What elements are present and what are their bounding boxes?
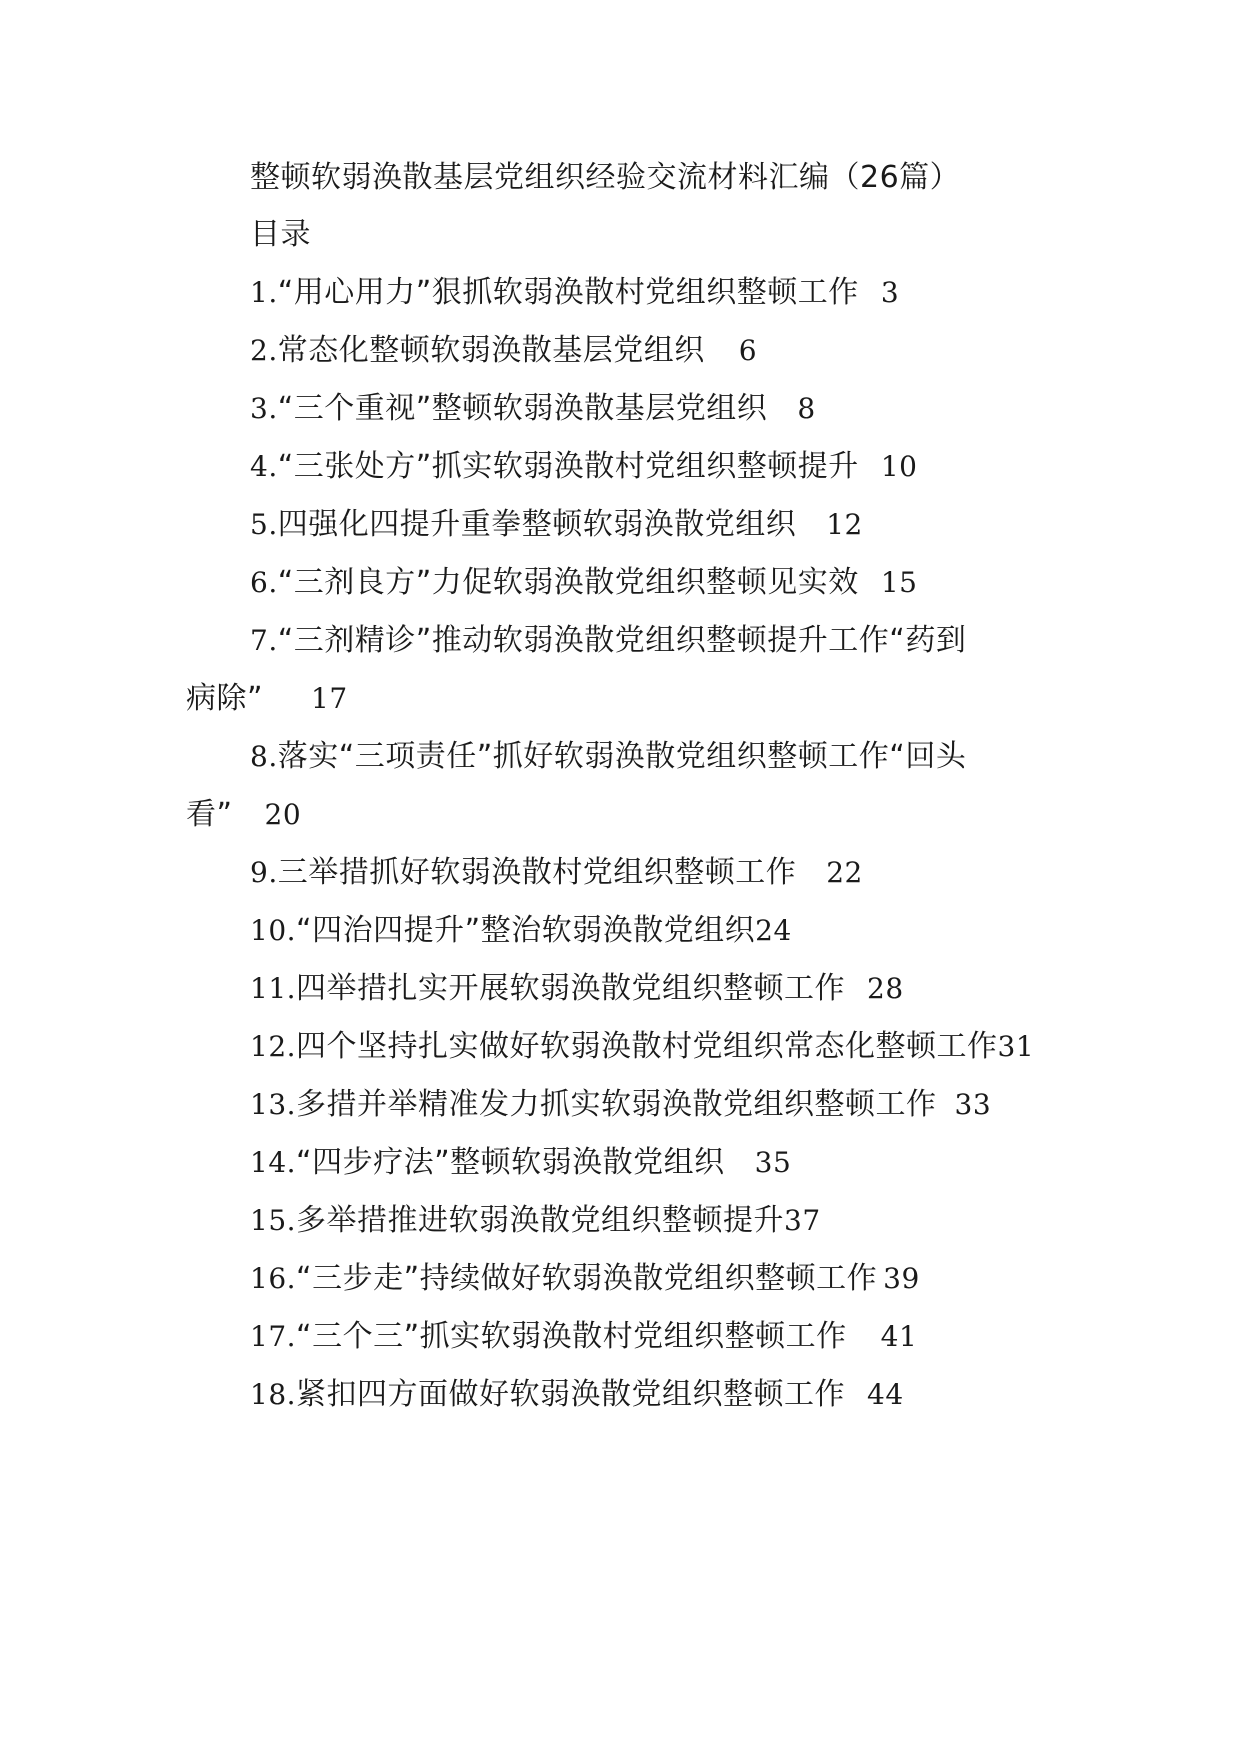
toc-entry xyxy=(250,621,966,661)
toc-number: 18. xyxy=(250,1378,297,1411)
toc-text: 四强化四提升重拳整顿软弱涣散党组织 xyxy=(277,507,797,542)
toc-text: “用心用力”狠抓软弱涣散村党组织整顿工作 xyxy=(277,275,859,310)
toc-entry xyxy=(250,737,966,777)
toc-text: 常态化整顿软弱涣散基层党组织 xyxy=(277,333,705,368)
toc-page: 6 xyxy=(738,334,758,367)
toc-page: 15 xyxy=(880,566,918,599)
toc-entry xyxy=(250,853,863,893)
toc-number: 5. xyxy=(250,508,278,541)
toc-text: “三个重视”整顿软弱涣散基层党组织 xyxy=(277,391,768,426)
toc-number: 8. xyxy=(250,740,278,773)
toc-text: “三剂精诊”推动软弱涣散党组织整顿提升工作“药到 xyxy=(277,623,967,658)
toc-text: 多措并举精准发力抓实软弱涣散党组织整顿工作 xyxy=(296,1087,937,1122)
toc-text: 落实“三项责任”抓好软弱涣散党组织整顿工作“回头 xyxy=(277,739,967,774)
toc-heading: 目录 xyxy=(250,217,311,252)
toc-number: 3. xyxy=(250,392,278,425)
toc-page: 10 xyxy=(880,450,918,483)
toc-entry-continuation xyxy=(186,795,301,835)
toc-text: “四治四提升”整治软弱涣散党组织 xyxy=(296,913,756,948)
toc-number: 13. xyxy=(250,1088,297,1121)
toc-entry xyxy=(250,1317,917,1357)
toc-text: 紧扣四方面做好软弱涣散党组织整顿工作 xyxy=(296,1377,846,1412)
toc-number: 1. xyxy=(250,276,278,309)
toc-entry xyxy=(250,1375,904,1415)
toc-page: 17 xyxy=(311,682,348,715)
toc-page: 37 xyxy=(784,1204,821,1237)
toc-number: 17. xyxy=(250,1320,297,1353)
toc-text: 多举措推进软弱涣散党组织整顿提升 xyxy=(296,1203,785,1238)
toc-text: “三步走”持续做好软弱涣散党组织整顿工作 xyxy=(296,1261,878,1296)
toc-number: 15. xyxy=(250,1204,297,1237)
toc-entry xyxy=(250,1085,991,1125)
toc-page: 8 xyxy=(797,392,816,425)
toc-page: 20 xyxy=(264,798,302,831)
toc-text: “三张处方”抓实软弱涣散村党组织整顿提升 xyxy=(277,449,859,484)
toc-text: 四个坚持扎实做好软弱涣散村党组织常态化整顿工作 xyxy=(296,1029,998,1064)
toc-page: 28 xyxy=(867,972,904,1005)
toc-entry-continuation xyxy=(186,679,348,719)
toc-entry xyxy=(250,273,899,313)
toc-page: 12 xyxy=(826,508,863,541)
toc-page: 33 xyxy=(954,1088,992,1121)
document-title: 整顿软弱涣散基层党组织经验交流材料汇编（26篇） xyxy=(250,160,961,195)
toc-entry xyxy=(250,1143,791,1183)
toc-text: 三举措抓好软弱涣散村党组织整顿工作 xyxy=(277,855,797,890)
toc-number: 14. xyxy=(250,1146,297,1179)
toc-number: 4. xyxy=(250,450,278,483)
toc-number: 6. xyxy=(250,566,278,599)
toc-number: 9. xyxy=(250,856,278,889)
toc-number: 12. xyxy=(250,1030,297,1063)
toc-entry xyxy=(250,1027,1034,1067)
toc-page: 44 xyxy=(867,1378,904,1411)
toc-page: 41 xyxy=(880,1320,918,1353)
toc-page: 22 xyxy=(826,856,863,889)
toc-entry xyxy=(250,1201,821,1241)
toc-page: 39 xyxy=(883,1262,920,1295)
toc-text: 四举措扎实开展软弱涣散党组织整顿工作 xyxy=(296,971,846,1006)
toc-entry xyxy=(250,911,792,951)
toc-page: 31 xyxy=(997,1030,1035,1063)
toc-number: 7. xyxy=(250,624,278,657)
toc-number: 11. xyxy=(250,972,297,1005)
toc-entry xyxy=(250,563,917,603)
toc-page: 3 xyxy=(880,276,900,309)
toc-text: 看” xyxy=(186,797,233,832)
toc-entry xyxy=(250,389,816,429)
toc-entry xyxy=(250,331,757,371)
toc-text: “三个三”抓实软弱涣散村党组织整顿工作 xyxy=(296,1319,847,1354)
toc-number: 10. xyxy=(250,914,297,947)
toc-text: 病除” xyxy=(186,681,264,716)
toc-page: 35 xyxy=(754,1146,792,1179)
toc-page: 24 xyxy=(755,914,792,947)
toc-entry xyxy=(250,505,863,545)
toc-text: “三剂良方”力促软弱涣散党组织整顿见实效 xyxy=(277,565,859,600)
toc-number: 2. xyxy=(250,334,278,367)
toc-entry xyxy=(250,969,904,1009)
toc-text: “四步疗法”整顿软弱涣散党组织 xyxy=(296,1145,725,1180)
toc-entry xyxy=(250,447,917,487)
toc-entry xyxy=(250,1259,920,1299)
toc-number: 16. xyxy=(250,1262,297,1295)
